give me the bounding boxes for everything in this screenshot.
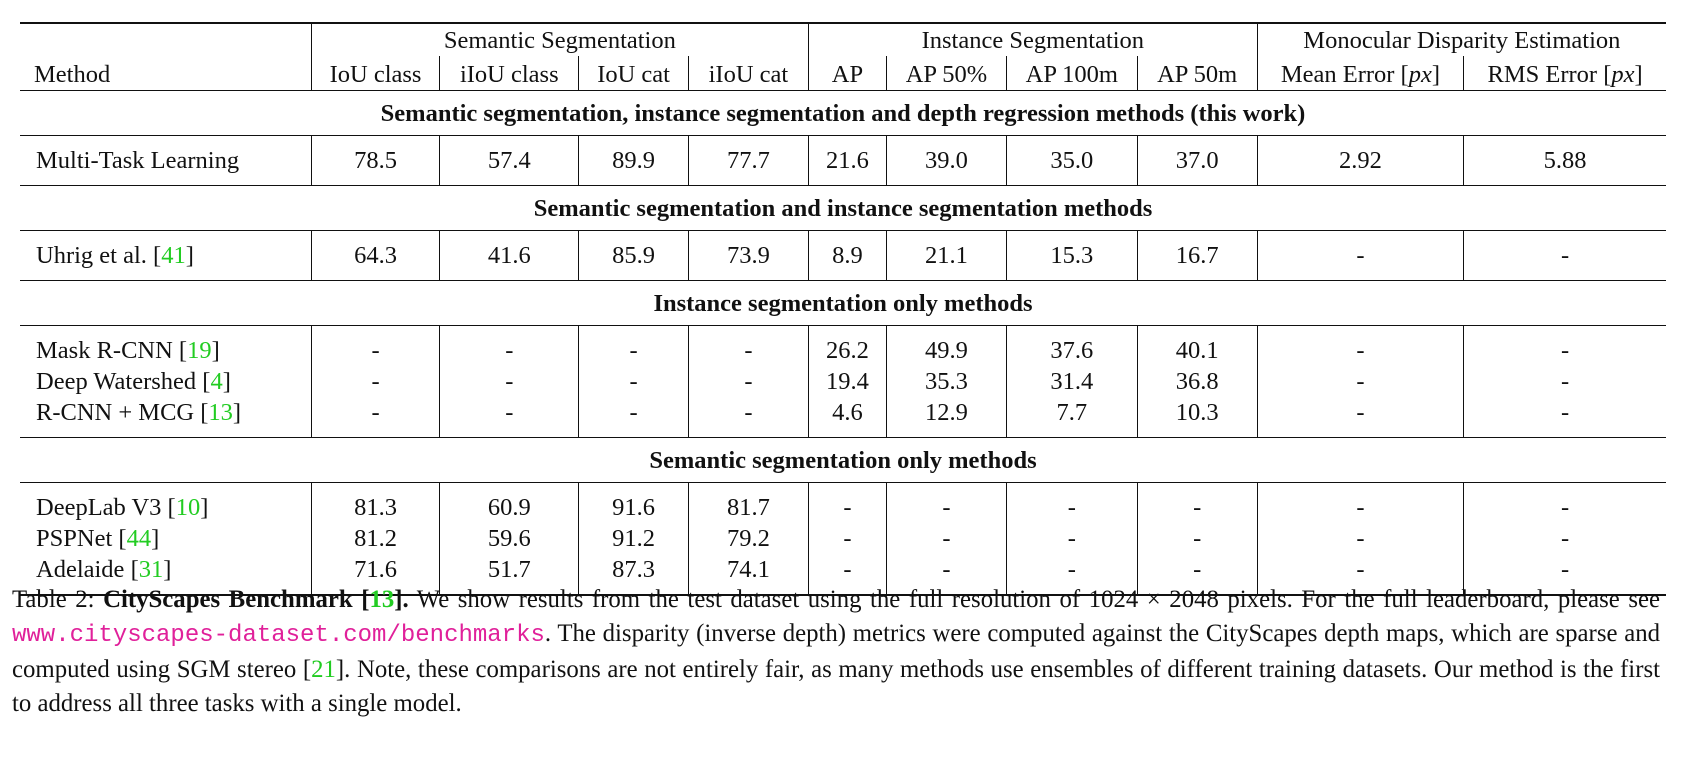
- cell-ap: 19.4: [808, 366, 886, 397]
- method-cell: [20, 326, 311, 367]
- citation-link[interactable]: 31: [138, 556, 164, 583]
- ref-bracket-open: [: [200, 399, 209, 426]
- cell-iou-cat: 89.9: [579, 136, 689, 186]
- rms-error-text: RMS Error [: [1487, 61, 1612, 88]
- cell-iiou-cat: -: [688, 397, 808, 438]
- col-ap-100m: AP 100m: [1006, 56, 1137, 91]
- cell-iiou-cat: -: [688, 366, 808, 397]
- cell-ap: 21.6: [808, 136, 886, 186]
- cell-ap-50m: 40.1: [1137, 326, 1257, 367]
- cell-ap-50: 39.0: [886, 136, 1006, 186]
- cell-iiou-cat: 74.1: [688, 554, 808, 595]
- col-iiou-class: iIoU class: [440, 56, 579, 91]
- cell-iiou-cat: 77.7: [688, 136, 808, 186]
- cell-iiou-class: 57.4: [440, 136, 579, 186]
- cell-iiou-class: 60.9: [440, 483, 579, 524]
- caption-title-ref[interactable]: 13: [369, 586, 395, 613]
- method-cell: [20, 231, 311, 281]
- caption-label: Table 2:: [12, 586, 104, 613]
- method-name: R-CNN + MCG: [36, 399, 201, 426]
- method-cell: [20, 366, 311, 397]
- cell-rms-error: -: [1464, 366, 1666, 397]
- method-cell: [20, 483, 311, 524]
- method-name: DeepLab V3: [36, 494, 168, 521]
- ref-bracket-close: ]: [222, 368, 231, 395]
- cell-ap-100m: 15.3: [1006, 231, 1137, 281]
- caption-ref-sgm[interactable]: 21: [311, 656, 336, 683]
- section-title: Semantic segmentation and instance segmentation methods: [20, 186, 1666, 231]
- results-table-container: [20, 22, 1666, 596]
- cell-ap-50: -: [886, 554, 1006, 595]
- section-title-row: [20, 438, 1666, 483]
- cell-iiou-cat: -: [688, 326, 808, 367]
- cell-iou-class: -: [311, 366, 440, 397]
- col-iou-cat: IoU cat: [579, 56, 689, 91]
- section-title-row: [20, 91, 1666, 136]
- cell-ap-100m: 31.4: [1006, 366, 1137, 397]
- col-ap-50: AP 50%: [886, 56, 1006, 91]
- ref-bracket-close: ]: [151, 525, 160, 552]
- column-header-row: [20, 56, 1666, 91]
- cell-iiou-class: 59.6: [440, 523, 579, 554]
- cell-rms-error: -: [1464, 326, 1666, 367]
- section-title-row: [20, 281, 1666, 326]
- group-instance-header: Instance Segmentation: [808, 23, 1257, 56]
- cell-ap-50: 35.3: [886, 366, 1006, 397]
- cell-ap-50m: 10.3: [1137, 397, 1257, 438]
- cell-iiou-cat: 81.7: [688, 483, 808, 524]
- cell-rms-error: -: [1464, 397, 1666, 438]
- cell-mean-error: -: [1257, 231, 1463, 281]
- table-caption: [12, 583, 1660, 721]
- cell-iou-cat: -: [579, 366, 689, 397]
- cell-ap-100m: 37.6: [1006, 326, 1137, 367]
- caption-text-2: pixels. For the full leaderboard, please see: [1218, 586, 1660, 613]
- cell-ap-50: 49.9: [886, 326, 1006, 367]
- cell-ap: -: [808, 483, 886, 524]
- cell-iou-class: 64.3: [311, 231, 440, 281]
- table-row: [20, 366, 1666, 397]
- method-cell: [20, 136, 311, 186]
- cell-rms-error: -: [1464, 523, 1666, 554]
- cell-ap-100m: -: [1006, 483, 1137, 524]
- citation-link[interactable]: 13: [208, 399, 233, 426]
- method-name: Uhrig et al.: [36, 242, 154, 269]
- ref-bracket-close: ]: [211, 337, 220, 364]
- ref-bracket-close: ]: [163, 556, 172, 583]
- section-title: Semantic segmentation only methods: [20, 438, 1666, 483]
- caption-text-3: . The disparity (inverse depth) metrics were computed against the CityScapes depth maps, which are sparse and computed using SGM stereo [: [12, 620, 1660, 683]
- mean-error-text: Mean Error [: [1280, 61, 1409, 88]
- section-title: Semantic segmentation, instance segmentation and depth regression methods (this work): [20, 91, 1666, 136]
- cell-ap-50m: -: [1137, 483, 1257, 524]
- cell-iiou-class: 51.7: [440, 554, 579, 595]
- col-rms-error: [1464, 56, 1666, 91]
- method-name: Deep Watershed: [36, 368, 203, 395]
- col-iou-class: IoU class: [311, 56, 440, 91]
- cell-iou-cat: 87.3: [579, 554, 689, 595]
- cell-iou-class: 78.5: [311, 136, 440, 186]
- cell-iou-cat: 85.9: [579, 231, 689, 281]
- cell-ap-100m: -: [1006, 523, 1137, 554]
- cell-mean-error: -: [1257, 554, 1463, 595]
- cell-mean-error: -: [1257, 366, 1463, 397]
- col-ap-50m: AP 50m: [1137, 56, 1257, 91]
- cell-rms-error: 5.88: [1464, 136, 1666, 186]
- cell-iiou-cat: 79.2: [688, 523, 808, 554]
- cell-ap-50: 21.1: [886, 231, 1006, 281]
- cell-ap-50: -: [886, 523, 1006, 554]
- cell-ap: -: [808, 554, 886, 595]
- table-body: [20, 91, 1666, 596]
- table-row: [20, 136, 1666, 186]
- ref-bracket-close: ]: [185, 242, 194, 269]
- citation-link[interactable]: 41: [161, 242, 186, 269]
- caption-title-end: ].: [394, 586, 409, 613]
- method-name: Adelaide: [36, 556, 131, 583]
- section-title-row: [20, 186, 1666, 231]
- group-header-row: [20, 23, 1666, 56]
- cell-mean-error: -: [1257, 326, 1463, 367]
- cell-ap: 8.9: [808, 231, 886, 281]
- cell-iou-cat: -: [579, 326, 689, 367]
- group-depth-header: Monocular Disparity Estimation: [1257, 23, 1666, 56]
- caption-resolution: 1024 × 2048: [1088, 586, 1219, 613]
- caption-text-1: We show results from the test dataset using the full resolution of: [408, 586, 1089, 613]
- cell-iiou-class: -: [440, 326, 579, 367]
- cell-mean-error: -: [1257, 397, 1463, 438]
- cell-iiou-class: -: [440, 366, 579, 397]
- cell-ap: 4.6: [808, 397, 886, 438]
- cell-ap-50m: 37.0: [1137, 136, 1257, 186]
- cell-iou-class: -: [311, 326, 440, 367]
- ref-bracket-open: [: [178, 337, 188, 364]
- cell-rms-error: -: [1464, 554, 1666, 595]
- cell-ap-50m: 36.8: [1137, 366, 1257, 397]
- cell-ap-50m: 16.7: [1137, 231, 1257, 281]
- table-row: [20, 523, 1666, 554]
- results-table: [20, 22, 1666, 596]
- cell-mean-error: -: [1257, 483, 1463, 524]
- citation-link[interactable]: 44: [126, 525, 152, 552]
- cell-ap: -: [808, 523, 886, 554]
- table-row: [20, 397, 1666, 438]
- rms-error-unit: px: [1611, 61, 1635, 88]
- cell-iou-cat: -: [579, 397, 689, 438]
- method-cell: [20, 397, 311, 438]
- group-semantic-header: Semantic Segmentation: [311, 23, 808, 56]
- citation-link[interactable]: 19: [187, 337, 212, 364]
- table-row: [20, 326, 1666, 367]
- method-name: PSPNet: [36, 525, 119, 552]
- cell-iiou-cat: 73.9: [688, 231, 808, 281]
- ref-bracket-close: ]: [232, 399, 242, 426]
- cell-rms-error: -: [1464, 231, 1666, 281]
- cell-ap-100m: 7.7: [1006, 397, 1137, 438]
- cell-mean-error: 2.92: [1257, 136, 1463, 186]
- cell-ap-50m: -: [1137, 554, 1257, 595]
- method-header: Method: [20, 56, 311, 91]
- cell-mean-error: -: [1257, 523, 1463, 554]
- caption-text-4: ]. Note, these comparisons are not entirely fair, as many methods use ensembles of different training datasets. Our method is the first to address all three tasks with a single model.: [12, 656, 1660, 717]
- col-iiou-cat: iIoU cat: [688, 56, 808, 91]
- cell-ap-100m: 35.0: [1006, 136, 1137, 186]
- cell-iou-class: -: [311, 397, 440, 438]
- ref-bracket-close: ]: [200, 494, 209, 521]
- ref-bracket-open: [: [118, 525, 127, 552]
- cell-ap-50: -: [886, 483, 1006, 524]
- section-title: Instance segmentation only methods: [20, 281, 1666, 326]
- cell-iou-cat: 91.6: [579, 483, 689, 524]
- mean-error-bracket: ]: [1431, 61, 1441, 88]
- caption-title-text: CityScapes Benchmark [: [103, 586, 370, 613]
- citation-link[interactable]: 4: [210, 368, 223, 395]
- table-row: [20, 231, 1666, 281]
- ref-bracket-open: [: [130, 556, 139, 583]
- ref-bracket-open: [: [153, 242, 162, 269]
- cell-iou-class: 71.6: [311, 554, 440, 595]
- ref-bracket-open: [: [202, 368, 211, 395]
- rms-error-bracket: ]: [1634, 61, 1643, 88]
- cell-iiou-class: 41.6: [440, 231, 579, 281]
- cell-iiou-class: -: [440, 397, 579, 438]
- caption-title: [103, 586, 409, 613]
- cell-iou-class: 81.2: [311, 523, 440, 554]
- cell-ap-50m: -: [1137, 523, 1257, 554]
- cell-ap-100m: -: [1006, 554, 1137, 595]
- cell-iou-class: 81.3: [311, 483, 440, 524]
- mean-error-unit: px: [1408, 61, 1432, 88]
- col-mean-error: [1257, 56, 1463, 91]
- col-ap: AP: [808, 56, 886, 91]
- citation-link[interactable]: 10: [175, 494, 201, 521]
- method-name: Mask R-CNN: [36, 337, 179, 364]
- method-cell: [20, 523, 311, 554]
- ref-bracket-open: [: [167, 494, 176, 521]
- table-row: [20, 483, 1666, 524]
- cell-ap-50: 12.9: [886, 397, 1006, 438]
- caption-url-link[interactable]: www.cityscapes-dataset.com/benchmarks: [12, 622, 545, 649]
- cell-rms-error: -: [1464, 483, 1666, 524]
- cell-iou-cat: 91.2: [579, 523, 689, 554]
- method-name: Multi-Task Learning: [36, 147, 240, 174]
- cell-ap: 26.2: [808, 326, 886, 367]
